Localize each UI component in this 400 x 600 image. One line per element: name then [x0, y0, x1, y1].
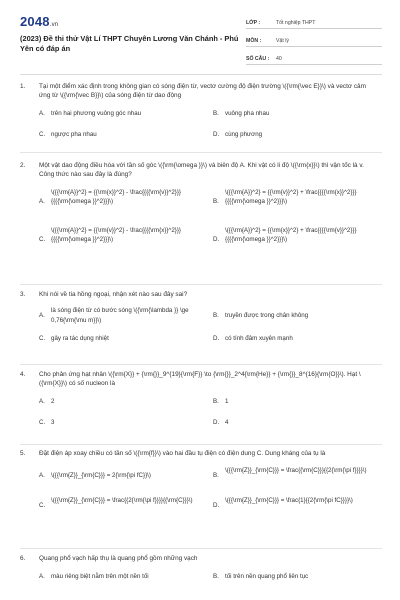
- question-3: [20, 290, 382, 356]
- meta-row-class: [246, 14, 382, 29]
- answer-options: [39, 109, 382, 149]
- answer-options: [39, 188, 382, 268]
- option-letter: C.: [39, 502, 46, 510]
- option-text: là sóng điện từ có bước sóng \({\rm{\lambda }} \ge 0,76{\rm{\mu m}}\): [51, 307, 189, 324]
- option-letter: A.: [39, 397, 45, 405]
- meta-value: Tốt nghiệp THPT: [276, 20, 316, 26]
- option-letter: C.: [39, 418, 46, 426]
- question-divider: [20, 444, 382, 445]
- option-text: màu riêng biệt nằm trên một nền tối: [51, 573, 149, 581]
- option-letter: C.: [39, 130, 46, 138]
- question-text: Một vật dao động điều hòa với tần số góc \({\rm{\omega }}\) và biên độ A. Khi vật có li độ \({\rm{x}}\) thì vận tốc là v. Công thức nào sau đây là đúng?: [39, 162, 364, 179]
- option-text: 2: [51, 397, 55, 405]
- question-divider: [20, 284, 382, 285]
- option-b[interactable]: [213, 466, 381, 480]
- question-text: Đặt điện áp xoay chiều có tần số \({\rm{f}}\) vào hai đầu tụ điện có điện dung C. Dung kháng của tụ là: [39, 450, 326, 457]
- option-b[interactable]: [213, 572, 381, 581]
- question-text: Khi nói về tia hồng ngoại, nhận xét nào sau đây sai?: [39, 291, 188, 298]
- option-d[interactable]: [213, 334, 381, 343]
- option-letter: A.: [39, 472, 45, 480]
- site-logo[interactable]: [20, 14, 58, 29]
- question-text: Quang phổ vạch hấp thụ là quang phổ gồm những vạch: [39, 555, 198, 562]
- meta-key: MÔN :: [246, 38, 262, 44]
- meta-key: SỐ CÂU :: [246, 56, 270, 62]
- option-letter: B.: [213, 573, 219, 581]
- option-d[interactable]: [213, 130, 381, 139]
- option-text: ngược pha nhau: [51, 130, 97, 138]
- option-letter: B.: [213, 397, 219, 405]
- question-divider: [20, 548, 382, 549]
- option-text: cùng phương: [225, 130, 263, 138]
- option-a[interactable]: [39, 109, 209, 118]
- option-letter: A.: [39, 109, 45, 117]
- option-letter: B.: [213, 472, 219, 480]
- question-number: 3.: [20, 291, 26, 298]
- question-divider: [20, 152, 382, 153]
- option-a[interactable]: [39, 188, 207, 206]
- option-c[interactable]: [39, 334, 207, 343]
- exam-meta: [246, 14, 382, 68]
- question-stem: [20, 554, 382, 563]
- logo-suffix: .vn: [49, 22, 59, 28]
- meta-key: LỚP :: [246, 20, 261, 26]
- option-text: \({{\rm{A}}^2} = {{\rm{x}}^2} - \frac{{{{\rm{v}}^2}}}{{{{\rm{\omega }}^2}}}\): [51, 188, 181, 206]
- option-letter: A.: [39, 573, 45, 581]
- question-number: 2.: [20, 162, 26, 169]
- option-letter: D.: [213, 335, 220, 343]
- option-text: 4: [225, 418, 229, 426]
- question-text: Tại một điểm xác định trong không gian có sóng điện từ, vectơ cường độ điện trường \({\rm{\vec E}}\) và vectơ cảm ứng từ \({\rm{\vec B}}\) của sóng điện từ dao động: [39, 83, 366, 100]
- question-stem: [20, 290, 382, 299]
- question-stem: [20, 161, 382, 180]
- question-divider: [20, 364, 382, 365]
- option-b[interactable]: [213, 311, 381, 320]
- option-text: \({{\rm{Z}}_{\rm{C}}} = \frac{{\rm{C}}}{{2{\rm{\pi f}}}}\): [225, 467, 367, 475]
- question-number: 1.: [20, 83, 26, 90]
- option-letter: B.: [213, 197, 219, 205]
- question-6: [20, 554, 382, 586]
- meta-value: 40: [276, 56, 282, 62]
- exam-title: (2023) Đề thi thử Vật Lí THPT Chuyên Lương Văn Chánh - Phú Yên có đáp án: [20, 34, 239, 53]
- option-text: \({{\rm{Z}}_{\rm{C}}} = 2{\rm{\pi fC}}\): [51, 472, 151, 480]
- header-divider: [20, 74, 382, 75]
- answer-options: [39, 306, 382, 356]
- option-text: tối trên nền quang phổ liên tục: [225, 573, 309, 581]
- question-5: [20, 449, 382, 524]
- meta-value: Vật lý: [276, 38, 289, 44]
- option-text: \({{\rm{Z}}_{\rm{C}}} = \frac{1}{{2{\rm{\pi fC}}}}\): [225, 497, 353, 505]
- option-text: 3: [51, 418, 55, 426]
- option-text: gây ra tác dụng nhiệt: [51, 335, 109, 343]
- option-letter: C.: [39, 335, 46, 343]
- logo-main: 2048: [20, 14, 50, 29]
- question-number: 5.: [20, 450, 26, 457]
- option-text: trên hai phương vuông góc nhau: [51, 109, 142, 117]
- document-header: [20, 14, 382, 72]
- answer-options: [39, 397, 382, 431]
- option-text: \({{\rm{A}}^2} = {{\rm{v}}^2} - \frac{{{{\rm{x}}^2}}}{{{{\rm{\omega }}^2}}}\): [51, 226, 181, 244]
- question-stem: [20, 449, 382, 458]
- option-text: \({{\rm{Z}}_{\rm{C}}} = \frac{{2{\rm{\pi f}}}}{{\rm{C}}}\): [51, 497, 193, 505]
- meta-row-count: [246, 50, 382, 65]
- option-text: truyền được trong chân không: [225, 312, 309, 320]
- option-text: 1: [225, 397, 229, 405]
- option-letter: B.: [213, 312, 219, 320]
- answer-options: [39, 466, 382, 524]
- option-d[interactable]: [213, 226, 381, 244]
- option-d[interactable]: [213, 418, 381, 427]
- option-text: \({{\rm{A}}^2} = {{\rm{v}}^2} + \frac{{{{\rm{x}}^2}}}{{{{\rm{\omega }}^2}}}\): [225, 188, 357, 206]
- option-letter: D.: [213, 418, 220, 426]
- option-letter: A.: [39, 312, 45, 320]
- option-a[interactable]: [39, 471, 207, 480]
- question-text: Cho phản ứng hạt nhân \({\rm{X}} + {\rm{}}_9^{19}{\rm{F}} \to {\rm{}}_2^4{\rm{He}} + {\rm{}}_8^{16}{\rm{O}}\). Hạt \({\rm{X}}\) có số nucleon là: [39, 371, 361, 388]
- option-text: có tính đâm xuyên mạnh: [225, 335, 293, 343]
- option-letter: D.: [213, 502, 220, 510]
- option-b[interactable]: [213, 397, 381, 406]
- option-c[interactable]: [39, 226, 207, 244]
- option-letter: D.: [213, 130, 220, 138]
- option-letter: C.: [39, 235, 46, 243]
- question-1: [20, 82, 382, 149]
- meta-row-subject: [246, 32, 382, 47]
- option-b[interactable]: [213, 188, 381, 206]
- question-stem: [20, 82, 382, 101]
- option-c[interactable]: [39, 418, 207, 427]
- option-letter: B.: [213, 109, 219, 117]
- option-d[interactable]: [213, 496, 381, 510]
- question-number: 6.: [20, 555, 26, 562]
- option-letter: A.: [39, 197, 45, 205]
- question-stem: [20, 370, 382, 389]
- option-text: vuông pha nhau: [225, 109, 270, 117]
- question-4: [20, 370, 382, 431]
- option-a[interactable]: [39, 306, 207, 324]
- option-a[interactable]: [39, 572, 207, 581]
- option-text: \({{\rm{A}}^2} = {{\rm{x}}^2} + \frac{{{{\rm{v}}^2}}}{{{{\rm{\omega }}^2}}}\): [225, 226, 357, 244]
- option-a[interactable]: [39, 397, 207, 406]
- option-letter: D.: [213, 235, 220, 243]
- question-2: [20, 161, 382, 268]
- answer-options: [39, 572, 382, 586]
- question-number: 4.: [20, 371, 26, 378]
- option-c[interactable]: [39, 130, 209, 139]
- option-c[interactable]: [39, 496, 207, 510]
- option-b[interactable]: [213, 109, 381, 118]
